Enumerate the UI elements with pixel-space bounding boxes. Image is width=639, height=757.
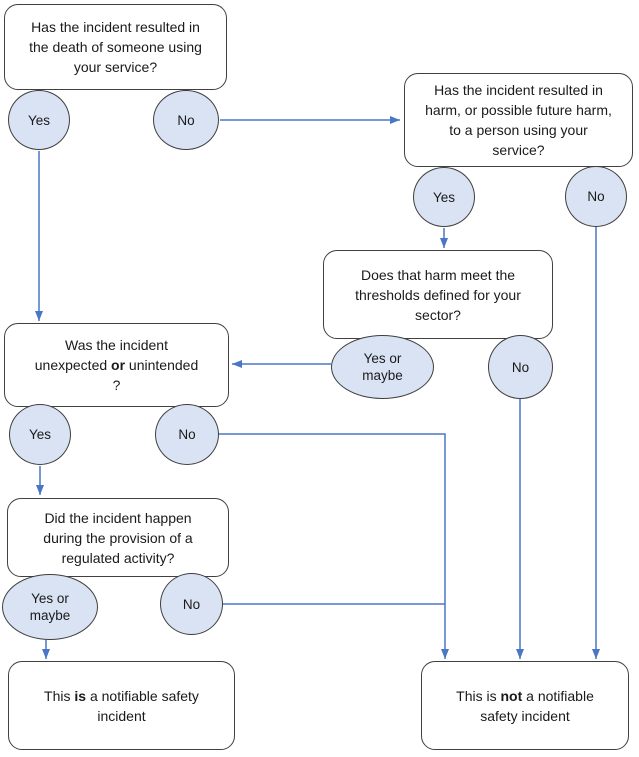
outcome-box-notifiable [8, 661, 235, 750]
question-box-harm [404, 73, 633, 167]
question-text-harm: Has the incident resulted in harm, or possible future harm, to a person using your service? [425, 82, 612, 158]
answer-label: No [511, 359, 530, 375]
question-text-death: Has the incident resulted in the death of someone using your service? [29, 19, 202, 75]
answer-node-harm-no [565, 166, 627, 227]
answer-node-death-no [153, 90, 219, 150]
outcome-text-notifiable: This is a notifiable safety incident [44, 687, 199, 724]
answer-node-unexpected-no [155, 404, 219, 465]
answer-label: No [177, 112, 195, 128]
question-box-unexpected [4, 323, 229, 407]
answer-label: No [178, 427, 196, 442]
answer-node-harm-yes [413, 167, 475, 227]
answer-label: Yes or maybe [362, 351, 403, 383]
question-text-regulated: Did the incident happen during the provision of a regulated activity? [43, 509, 193, 566]
answer-label: No [587, 189, 605, 204]
answer-node-regulated-no [160, 573, 223, 635]
answer-node-threshold-no [488, 335, 553, 399]
answer-label: No [182, 596, 201, 612]
question-box-death [4, 4, 227, 90]
answer-label: Yes or maybe [29, 591, 71, 623]
question-text-threshold: Does that harm meet the thresholds defined for your sector? [355, 266, 521, 323]
answer-node-threshold-yes-or-maybe [331, 335, 434, 399]
answer-label: Yes [28, 427, 52, 442]
question-text-unexpected: Was the incident unexpected or unintended ? [34, 337, 199, 393]
answer-label: Yes [432, 189, 456, 205]
answer-node-death-yes [8, 90, 70, 150]
question-box-regulated [7, 498, 229, 577]
outcome-text-not-notifiable: This is not a notifiable safety incident [456, 687, 594, 724]
answer-node-unexpected-yes [9, 404, 71, 465]
answer-label: Yes [27, 112, 51, 128]
connector-unexpected-no-to-outcome-no [218, 434, 445, 659]
question-box-threshold [323, 250, 553, 339]
outcome-box-not-notifiable [421, 661, 629, 750]
answer-node-regulated-yes-or-maybe [2, 574, 98, 640]
